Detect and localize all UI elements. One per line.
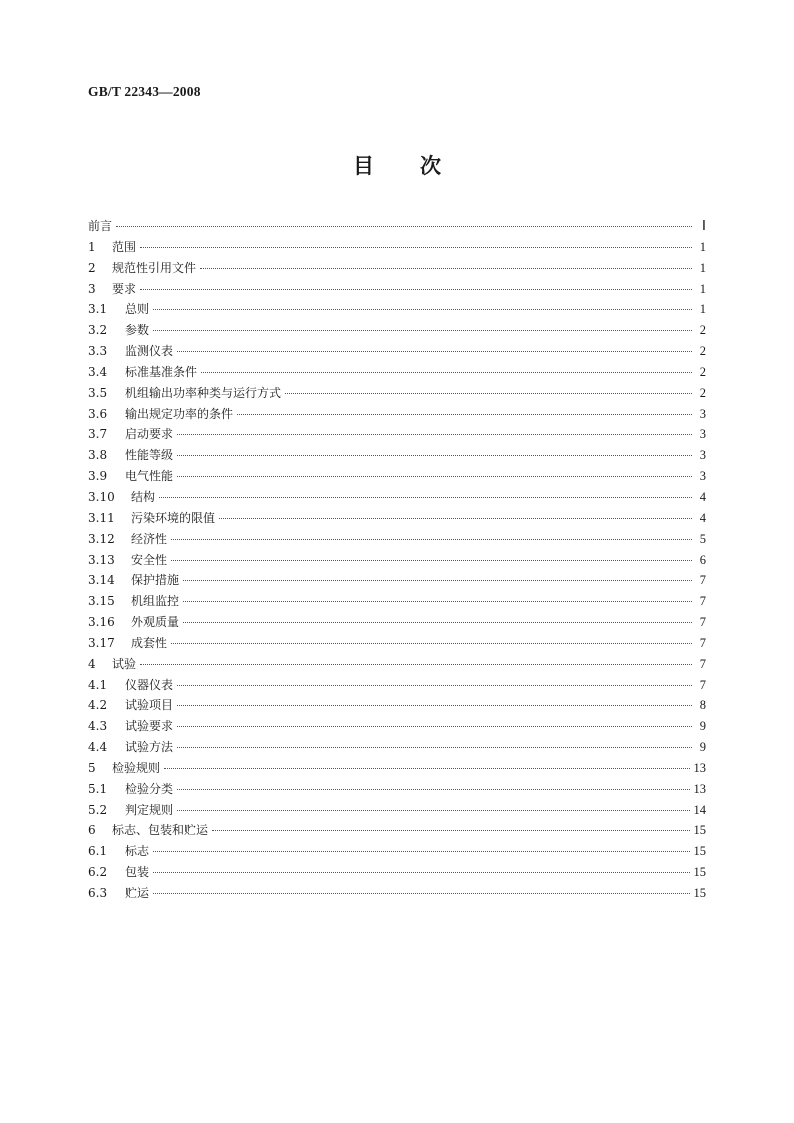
toc-leader-dots (183, 601, 692, 602)
toc-entry-number: 3.2 (88, 323, 108, 338)
toc-entry-label: 仪器仪表 (125, 677, 174, 692)
toc-entry-number: 5.2 (88, 802, 108, 817)
toc-entry-page: 13 (693, 760, 706, 775)
toc-entry-page: 2 (699, 364, 706, 379)
toc-leader-dots (153, 893, 689, 894)
toc-entry-number: 3.1 (88, 302, 108, 317)
toc-leader-dots (153, 330, 692, 331)
toc-entry-label: 机组监控 (131, 594, 180, 609)
title-char-2: 次 (420, 153, 441, 178)
standard-code: GB/T 22343—2008 (88, 84, 201, 99)
toc-entry[interactable] (88, 424, 706, 445)
toc-entry-number: 3.7 (88, 427, 108, 442)
toc-leader-dots (285, 393, 692, 394)
toc-entry-page: 3 (699, 469, 706, 484)
toc-entry[interactable] (88, 612, 706, 633)
toc-entry[interactable] (88, 320, 706, 341)
toc-entry-page: 7 (699, 677, 706, 692)
toc-entry-number: 3.15 (88, 594, 115, 609)
toc-entry-page: 1 (699, 260, 706, 275)
toc-entry-page: 15 (693, 886, 706, 900)
toc-entry-page: 7 (699, 573, 706, 588)
toc-entry[interactable] (88, 695, 706, 716)
toc-entry-number: 4.4 (88, 740, 108, 755)
toc-entry-label: 保护措施 (131, 573, 180, 588)
toc-entry-label: 污染环境的限值 (131, 510, 216, 525)
toc-entry-number: 2 (88, 260, 96, 275)
toc-leader-dots (212, 830, 689, 831)
toc-entry[interactable] (88, 716, 706, 737)
toc-entry-label: 标志、包装和贮运 (112, 823, 209, 838)
toc-entry[interactable] (88, 237, 706, 258)
toc-leader-dots (237, 414, 692, 415)
toc-entry-page: 15 (693, 823, 706, 838)
toc-entry-label: 结构 (131, 489, 156, 504)
toc-entry[interactable] (88, 466, 706, 487)
toc-entry[interactable] (88, 654, 706, 675)
toc-entry-number: 6.3 (88, 886, 108, 900)
toc-entry-label: 检验分类 (125, 781, 174, 796)
toc-entry-label: 电气性能 (125, 469, 174, 484)
toc-entry-number: 3.5 (88, 385, 108, 400)
toc-entry-number: 3.4 (88, 364, 108, 379)
toc-entry-label: 要求 (112, 281, 137, 296)
toc-entry-label: 安全性 (131, 552, 168, 567)
toc-entry-number: 6.1 (88, 844, 108, 859)
toc-entry[interactable] (88, 445, 706, 466)
toc-entry-page: 7 (699, 615, 706, 630)
toc-entry-page: 8 (699, 698, 706, 713)
title-char-1: 目 (353, 153, 374, 178)
toc-entry-label: 试验方法 (125, 740, 174, 755)
toc-entry-label: 标准基准条件 (125, 364, 198, 379)
toc-entry-label: 标志 (125, 844, 150, 859)
toc-entry-label: 包装 (125, 865, 150, 880)
toc-entry-number: 3.3 (88, 344, 108, 359)
toc-leader-dots (164, 768, 689, 769)
toc-entry[interactable] (88, 862, 706, 883)
toc-entry-label: 检验规则 (112, 760, 161, 775)
toc-entry-label: 机组输出功率种类与运行方式 (125, 385, 282, 400)
toc-leader-dots (140, 247, 692, 248)
toc-entry[interactable] (88, 820, 706, 841)
toc-leader-dots (171, 539, 692, 540)
toc-entry[interactable] (88, 570, 706, 591)
toc-leader-dots (153, 309, 692, 310)
toc-entry-label: 外观质量 (131, 615, 180, 630)
toc-entry-number: 3.13 (88, 552, 115, 567)
toc-entry-page: Ⅰ (701, 219, 706, 234)
toc-entry[interactable] (88, 383, 706, 404)
toc-leader-dots (177, 434, 692, 435)
toc-entry-number: 4.1 (88, 677, 108, 692)
toc-entry[interactable] (88, 299, 706, 320)
toc-leader-dots (177, 705, 692, 706)
toc-entry-number: 4.3 (88, 719, 108, 734)
toc-leader-dots (177, 455, 692, 456)
toc-entry-page: 4 (699, 489, 706, 504)
toc-entry-label: 范围 (112, 239, 137, 254)
toc-leader-dots (183, 580, 692, 581)
toc-entry-page: 7 (699, 635, 706, 650)
toc-entry-label: 试验 (112, 656, 137, 671)
toc-entry-page: 7 (699, 594, 706, 609)
toc-entry-page: 15 (693, 844, 706, 859)
toc-entry[interactable] (88, 404, 706, 425)
toc-entry-number: 3.16 (88, 615, 115, 630)
toc-entry-number: 6.2 (88, 865, 108, 880)
toc-leader-dots (177, 476, 692, 477)
toc-entry-number: 3.10 (88, 489, 115, 504)
toc-entry-label: 判定规则 (125, 802, 174, 817)
toc-entry-number: 3.8 (88, 448, 108, 463)
toc-leader-dots (153, 872, 689, 873)
toc-leader-dots (177, 726, 692, 727)
toc-entry[interactable] (88, 341, 706, 362)
toc-leader-dots (140, 289, 692, 290)
toc-leader-dots (177, 789, 689, 790)
toc-entry-page: 9 (699, 740, 706, 755)
toc-entry[interactable] (88, 737, 706, 758)
toc-leader-dots (159, 497, 692, 498)
toc-entry-label: 启动要求 (125, 427, 174, 442)
toc-entry-label: 成套性 (131, 635, 168, 650)
toc-entry-label: 贮运 (125, 886, 150, 900)
toc-entry-page: 5 (699, 531, 706, 546)
toc-leader-dots (116, 226, 692, 227)
toc-entry-page: 3 (699, 406, 706, 421)
toc-entry[interactable] (88, 487, 706, 508)
toc-leader-dots (153, 851, 689, 852)
toc-leader-dots (177, 810, 689, 811)
toc-entry[interactable] (88, 883, 706, 904)
toc-entry-label: 试验要求 (125, 719, 174, 734)
toc-entry-label: 经济性 (131, 531, 168, 546)
toc-entry-label: 试验项目 (125, 698, 174, 713)
toc-leader-dots (171, 643, 692, 644)
toc-entry[interactable] (88, 779, 706, 800)
toc-entry-number: 3.12 (88, 531, 115, 546)
toc-entry[interactable] (88, 591, 706, 612)
toc-leader-dots (177, 685, 692, 686)
toc-entry-number: 3.6 (88, 406, 108, 421)
toc-entry-number: 3.9 (88, 469, 108, 484)
toc-entry[interactable] (88, 258, 706, 279)
toc-leader-dots (177, 747, 692, 748)
toc-entry-label: 总则 (125, 302, 150, 317)
toc-entry[interactable] (88, 800, 706, 821)
toc-entry-page: 3 (699, 448, 706, 463)
toc-entry-number: 5 (88, 760, 96, 775)
toc-entry-number: 6 (88, 823, 96, 838)
toc-entry[interactable] (88, 216, 706, 237)
toc-entry-page: 1 (699, 239, 706, 254)
toc-entry[interactable] (88, 508, 706, 529)
toc-leader-dots (201, 372, 692, 373)
toc-entry-page: 9 (699, 719, 706, 734)
toc-entry[interactable] (88, 279, 706, 300)
toc-entry-number: 3 (88, 281, 96, 296)
toc-entry[interactable] (88, 633, 706, 654)
toc-entry-page: 6 (699, 552, 706, 567)
toc-leader-dots (177, 351, 692, 352)
toc-entry-page: 2 (699, 385, 706, 400)
toc-entry-page: 2 (699, 323, 706, 338)
toc-entry-page: 13 (693, 781, 706, 796)
toc-leader-dots (200, 268, 692, 269)
toc-entry-label: 前言 (88, 219, 113, 233)
toc-entry-number: 4 (88, 656, 96, 671)
toc-entry-page: 14 (693, 802, 706, 817)
toc-leader-dots (183, 622, 692, 623)
toc-entry-page: 3 (699, 427, 706, 442)
toc-entry-label: 规范性引用文件 (112, 260, 197, 275)
toc-entry[interactable] (88, 841, 706, 862)
toc-entry-label: 参数 (125, 323, 150, 338)
toc-entry[interactable] (88, 362, 706, 383)
toc-entry[interactable] (88, 550, 706, 571)
toc-entry[interactable] (88, 758, 706, 779)
toc-entry-label: 输出规定功率的条件 (125, 406, 234, 421)
toc-leader-dots (140, 664, 692, 665)
toc-entry-number: 3.14 (88, 573, 115, 588)
toc-entry-number: 4.2 (88, 698, 108, 713)
toc-entry[interactable] (88, 675, 706, 696)
toc-entry-page: 1 (699, 281, 706, 296)
toc-entry-page: 1 (699, 302, 706, 317)
toc-entry-label: 性能等级 (125, 448, 174, 463)
toc-entry-page: 7 (699, 656, 706, 671)
toc-entry-page: 15 (693, 865, 706, 880)
toc-entry-page: 4 (699, 510, 706, 525)
page-title (0, 150, 794, 180)
toc-leader-dots (219, 518, 692, 519)
toc-entry[interactable] (88, 529, 706, 550)
toc-entry-number: 5.1 (88, 781, 108, 796)
toc-entry-number: 3.11 (88, 510, 115, 525)
toc-entry-number: 1 (88, 239, 96, 254)
table-of-contents (88, 216, 706, 904)
toc-entry-number: 3.17 (88, 635, 115, 650)
toc-leader-dots (171, 560, 692, 561)
toc-entry-label: 监测仪表 (125, 344, 174, 359)
toc-entry-page: 2 (699, 344, 706, 359)
